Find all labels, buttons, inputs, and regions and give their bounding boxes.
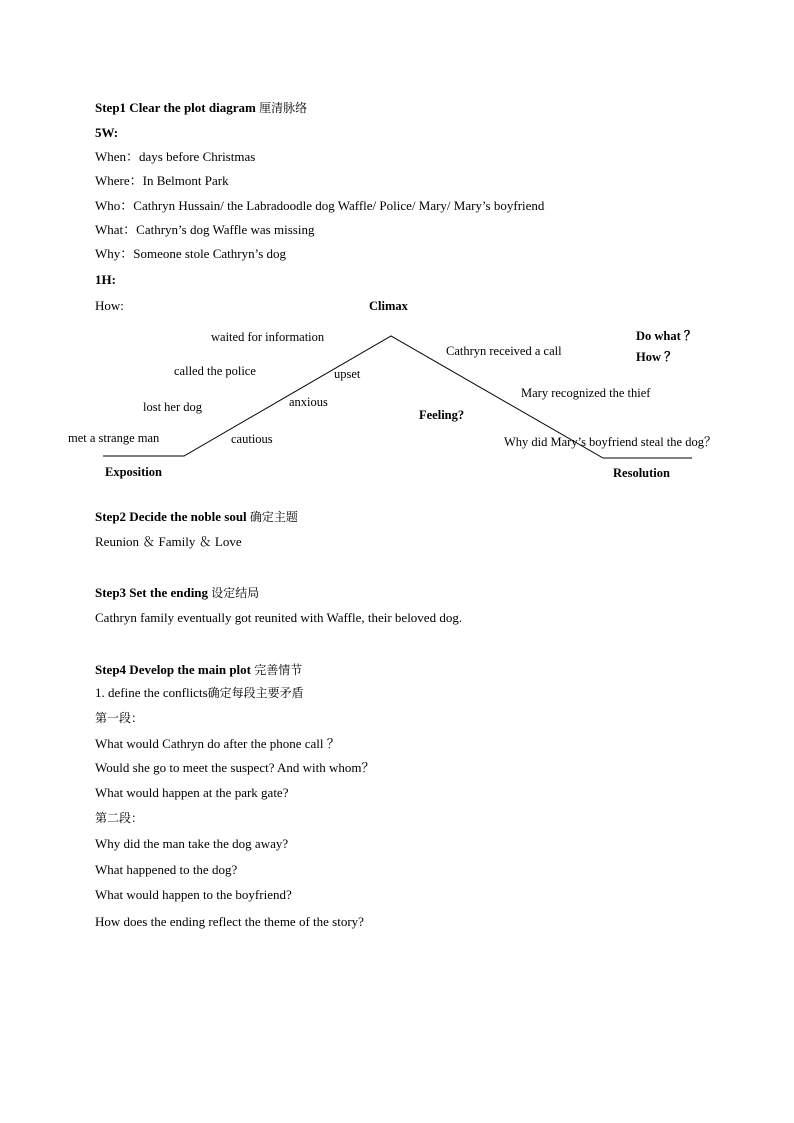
step4-heading (95, 662, 302, 678)
exposition-label: Exposition (105, 465, 162, 479)
step2-title-cn: 确定主题 (249, 510, 298, 524)
event-call: Cathryn received a call (446, 344, 562, 358)
step4-title-cn: 完善情节 (254, 663, 303, 677)
climax-label: Climax (369, 299, 408, 313)
when-line: When：days before Christmas (95, 149, 256, 164)
question-4: Why did the man take the dog away? (95, 836, 289, 851)
step2-heading (95, 509, 298, 525)
event-called: called the police (174, 364, 256, 378)
who-line: Who：Cathryn Hussain/ the Labradoodle dog Waffle/ Police/ Mary/ Mary’s boyfriend (95, 198, 545, 213)
feeling-cautious: cautious (231, 432, 273, 446)
step4-sub1-cn: 确定每段主要矛盾 (207, 686, 304, 700)
event-why-steal: Why did Mary’s boyfriend steal the dog？ (504, 435, 717, 449)
fivew-heading: 5W: (95, 125, 119, 140)
event-recognized: Mary recognized the thief (521, 386, 651, 400)
how-question-label: How ？ (636, 350, 677, 364)
step3-title: Step3 Set the ending (95, 585, 209, 600)
do-what-label: Do what ？ (636, 329, 697, 343)
how-line: How: (95, 298, 124, 313)
para2-heading: 第二段： (95, 811, 144, 825)
question-6: What would happen to the boyfriend? (95, 887, 292, 902)
step4-sub1 (95, 685, 304, 701)
question-3: What would happen at the park gate? (95, 785, 289, 800)
step1-title-cn: 厘清脉络 (259, 101, 308, 115)
where-line: Where：In Belmont Park (95, 173, 229, 188)
step3-title-cn: 设定结局 (211, 586, 260, 600)
question-7: How does the ending reflect the theme of the story? (95, 914, 364, 929)
para1-heading: 第一段： (95, 711, 144, 725)
event-lost: lost her dog (143, 400, 203, 414)
step1-heading (95, 100, 307, 116)
step4-title: Step4 Develop the main plot (95, 662, 251, 677)
feeling-question: Feeling? (419, 408, 465, 422)
feeling-anxious: anxious (289, 395, 328, 409)
step3-heading (95, 585, 259, 601)
step4-sub1-text: 1. define the conflicts (95, 685, 208, 700)
event-waited: waited for information (211, 330, 325, 344)
what-line: What：Cathryn’s dog Waffle was missing (95, 222, 315, 237)
event-met: met a strange man (68, 431, 160, 445)
step1-title: Step1 Clear the plot diagram (95, 100, 256, 115)
feeling-upset: upset (334, 367, 361, 381)
step2-text: Reunion ＆ Family ＆ Love (95, 534, 242, 549)
step3-text: Cathryn family eventually got reunited with Waffle, their beloved dog. (95, 610, 463, 625)
question-1: What would Cathryn do after the phone call ？ (95, 736, 340, 751)
step2-title: Step2 Decide the noble soul (95, 509, 247, 524)
why-line: Why：Someone stole Cathryn’s dog (95, 246, 287, 261)
oneh-heading: 1H: (95, 272, 116, 287)
resolution-label: Resolution (613, 466, 670, 480)
question-2: Would she go to meet the suspect? And with whom？ (95, 760, 375, 775)
question-5: What happened to the dog? (95, 862, 238, 877)
